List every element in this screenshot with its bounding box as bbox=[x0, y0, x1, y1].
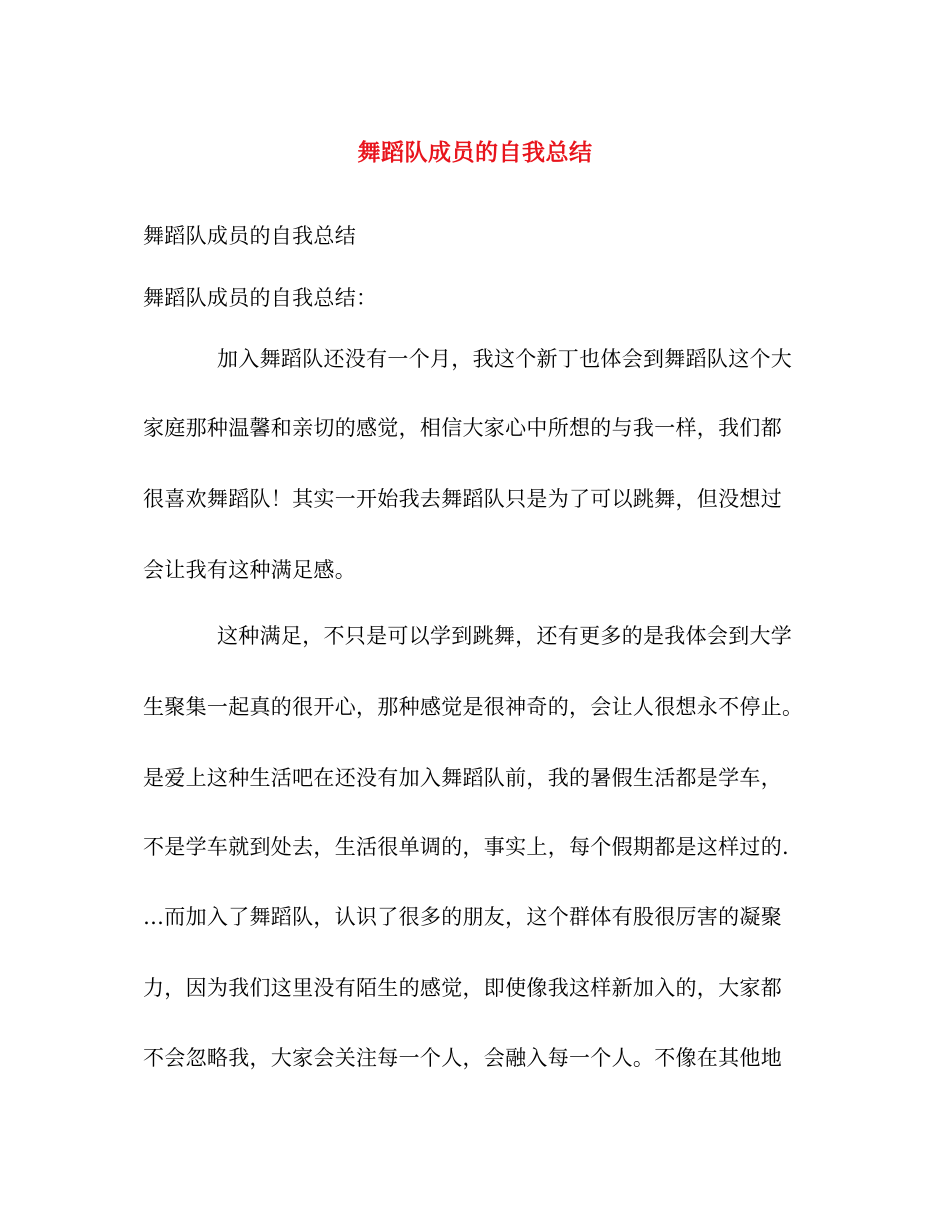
body-line: …而加入了舞蹈队，认识了很多的朋友，这个群体有股很厉害的凝聚 bbox=[143, 905, 782, 929]
heading-line-colon: 舞蹈队成员的自我总结： bbox=[143, 286, 378, 310]
heading-line: 舞蹈队成员的自我总结 bbox=[143, 224, 356, 248]
body-line: 家庭那种温馨和亲切的感觉，相信大家心中所想的与我一样，我们都 bbox=[143, 416, 782, 440]
body-line: 很喜欢舞蹈队！其实一开始我去舞蹈队只是为了可以跳舞，但没想过 bbox=[143, 487, 782, 511]
body-line: 这种满足，不只是可以学到跳舞，还有更多的是我体会到大学 bbox=[217, 624, 793, 648]
document-title: 舞蹈队成员的自我总结 bbox=[357, 139, 593, 166]
body-line: 生聚集一起真的很开心，那种感觉是很神奇的，会让人很想永不停止。 bbox=[143, 695, 804, 719]
body-line: 不会忽略我，大家会关注每一个人，会融入每一个人。不像在其他地 bbox=[143, 1046, 782, 1070]
body-line: 力，因为我们这里没有陌生的感觉，即使像我这样新加入的，大家都 bbox=[143, 976, 782, 1000]
body-line: 加入舞蹈队还没有一个月，我这个新丁也体会到舞蹈队这个大 bbox=[217, 347, 793, 371]
body-line: 不是学车就到处去，生活很单调的，事实上，每个假期都是这样过的. bbox=[143, 835, 789, 859]
body-line: 是爱上这种生活吧在还没有加入舞蹈队前，我的暑假生活都是学车， bbox=[143, 766, 782, 790]
body-line: 会让我有这种满足感。 bbox=[143, 558, 356, 582]
